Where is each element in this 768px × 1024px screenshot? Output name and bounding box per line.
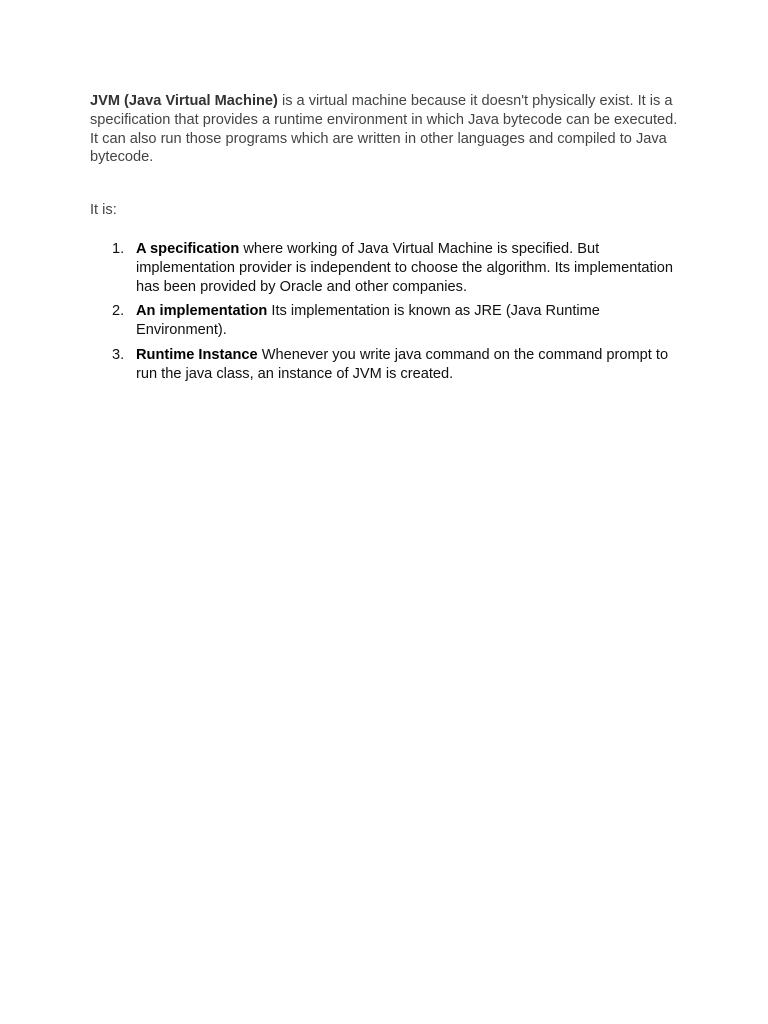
document-content xyxy=(90,92,682,390)
intro-paragraph xyxy=(90,92,682,167)
list-item-text: Whenever you write java command on the command prompt to run the java class, an instance of JVM is created. xyxy=(136,346,669,382)
list-item-number: 3. xyxy=(112,346,125,363)
it-is-label: It is: xyxy=(90,202,117,219)
list-item xyxy=(90,240,682,296)
list-item-title: Runtime Instance xyxy=(136,346,258,363)
list-item xyxy=(90,302,682,340)
list-item-text: where working of Java Virtual Machine is specified. But implementation provider is independent to choose the algorithm. Its implementation has been provided by Oracle and other companies. xyxy=(136,240,674,295)
list-item xyxy=(90,346,682,384)
intro-term: JVM (Java Virtual Machine) xyxy=(90,93,278,109)
list-item-title: An implementation xyxy=(136,303,268,320)
list-item-number: 2. xyxy=(112,303,125,320)
list-item-title: A specification xyxy=(136,240,240,257)
list-item-text: Its implementation is known as JRE (Java Runtime Environment). xyxy=(136,303,600,339)
intro-text: is a virtual machine because it doesn't physically exist. It is a specification that provides a runtime environment in which Java bytecode can be executed. It can also run those programs which are written in other languages and compiled to Java bytecode. xyxy=(90,93,678,166)
list-item-number: 1. xyxy=(112,240,125,257)
definition-list xyxy=(90,240,682,384)
